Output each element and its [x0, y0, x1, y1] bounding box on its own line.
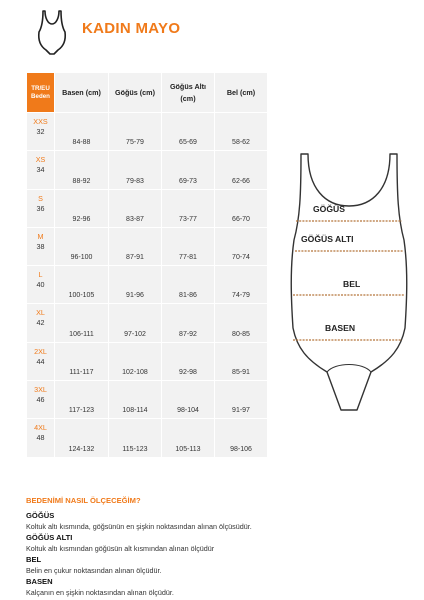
value-cell: 79-83: [109, 151, 162, 189]
value-cell: 87-91: [109, 227, 162, 265]
size-number: 44: [36, 356, 45, 366]
value-cell: 75-79: [109, 113, 162, 151]
size-cell: [27, 266, 55, 304]
value-cell: 106-111: [55, 304, 109, 342]
size-number: 48: [36, 433, 45, 443]
measurement-guide: [26, 496, 406, 598]
table-row: [27, 304, 268, 342]
table-row: [27, 266, 268, 304]
size-cell: [27, 113, 55, 151]
table-row: [27, 419, 268, 457]
table-row: [27, 189, 268, 227]
value-cell: 100-105: [55, 266, 109, 304]
value-cell: 80-85: [215, 304, 268, 342]
table-row: [27, 227, 268, 265]
size-cell: [27, 151, 55, 189]
value-cell: 96-100: [55, 227, 109, 265]
size-number: 42: [36, 318, 45, 328]
value-cell: 97-102: [109, 304, 162, 342]
table-row: [27, 151, 268, 189]
value-cell: 117-123: [55, 381, 109, 419]
value-cell: 70-74: [215, 227, 268, 265]
size-number: 32: [36, 127, 45, 136]
guide-description-basen: Kalçanın en şişkin noktasından alınan ölçüdür.: [26, 588, 174, 597]
size-number: 38: [36, 241, 45, 251]
size-number: 36: [36, 203, 45, 213]
size-number: 46: [36, 395, 45, 405]
table-row: [27, 381, 268, 419]
size-code: 4XL: [34, 423, 47, 433]
table-row: [27, 342, 268, 380]
value-cell: 91-96: [109, 266, 162, 304]
value-cell: 111-117: [55, 342, 109, 380]
swimsuit-icon: [34, 8, 70, 56]
value-cell: 74-79: [215, 266, 268, 304]
size-code: XL: [36, 308, 45, 318]
value-cell: 85-91: [215, 342, 268, 380]
size-code: 3XL: [34, 385, 47, 395]
value-cell: 81-86: [162, 266, 215, 304]
value-cell: 62-66: [215, 151, 268, 189]
guide-heading-gogus: GÖĞÜS: [26, 511, 55, 520]
size-cell: [27, 189, 55, 227]
value-cell: 87-92: [162, 304, 215, 342]
column-header-bel: Bel (cm): [215, 73, 268, 113]
guide-heading-basen: BASEN: [26, 577, 53, 586]
size-header: [27, 73, 55, 113]
value-cell: 91-97: [215, 381, 268, 419]
value-cell: 98-104: [162, 381, 215, 419]
value-cell: 69-73: [162, 151, 215, 189]
guide-title: BEDENİMİ NASIL ÖLÇECEĞİM?: [26, 496, 141, 505]
size-code: XS: [35, 155, 46, 165]
table-header-row: [27, 73, 268, 113]
page-title: KADIN MAYO: [82, 20, 181, 37]
guide-description-gogus: Koltuk altı kısmında, göğsünün en şişkin noktasından alınan ölçüsüdür.: [26, 522, 252, 531]
column-header-gogus: Göğüs (cm): [109, 73, 162, 113]
size-code: XXS: [33, 117, 48, 126]
table-row: [27, 113, 268, 151]
value-cell: 66-70: [215, 189, 268, 227]
label-gogus-alti: GÖĞÜS ALTI: [301, 234, 354, 244]
label-gogus: GÖĞÜS: [313, 204, 345, 214]
value-cell: 77-81: [162, 227, 215, 265]
size-table: [26, 72, 268, 458]
value-cell: 92-96: [55, 189, 109, 227]
size-cell: [27, 342, 55, 380]
label-bel: BEL: [343, 279, 361, 289]
value-cell: 115-123: [109, 419, 162, 457]
guide-description-gogus-alti: Koltuk altı kısmından göğüsün alt kısmından alınan ölçüdür: [26, 544, 215, 553]
guide-description-bel: Belin en çukur noktasından alınan ölçüdür.: [26, 566, 162, 575]
size-cell: [27, 304, 55, 342]
value-cell: 105-113: [162, 419, 215, 457]
measurement-figure: [287, 148, 411, 418]
value-cell: 83-87: [109, 189, 162, 227]
value-cell: 124-132: [55, 419, 109, 457]
size-cell: [27, 227, 55, 265]
size-header-line1: TR/EU: [31, 84, 50, 92]
size-code: 2XL: [34, 346, 47, 356]
value-cell: 92-98: [162, 342, 215, 380]
value-cell: 98-106: [215, 419, 268, 457]
guide-heading-gogus-alti: GÖĞÜS ALTI: [26, 533, 73, 542]
size-number: 40: [36, 280, 45, 290]
size-code: M: [37, 231, 44, 241]
value-cell: 65-69: [162, 113, 215, 151]
guide-heading-bel: BEL: [26, 555, 42, 564]
label-basen: BASEN: [325, 323, 356, 333]
size-code: L: [38, 270, 43, 280]
size-cell: [27, 419, 55, 457]
size-code: S: [38, 193, 43, 203]
value-cell: 58-62: [215, 113, 268, 151]
size-cell: [27, 381, 55, 419]
column-header-gogus-alti: Göğüs Altı (cm): [162, 73, 215, 113]
value-cell: 108-114: [109, 381, 162, 419]
column-header-basen: Basen (cm): [55, 73, 109, 113]
size-number: 34: [36, 165, 45, 175]
size-header-line2: Beden: [31, 92, 50, 100]
value-cell: 73-77: [162, 189, 215, 227]
value-cell: 88-92: [55, 151, 109, 189]
value-cell: 84-88: [55, 113, 109, 151]
value-cell: 102-108: [109, 342, 162, 380]
